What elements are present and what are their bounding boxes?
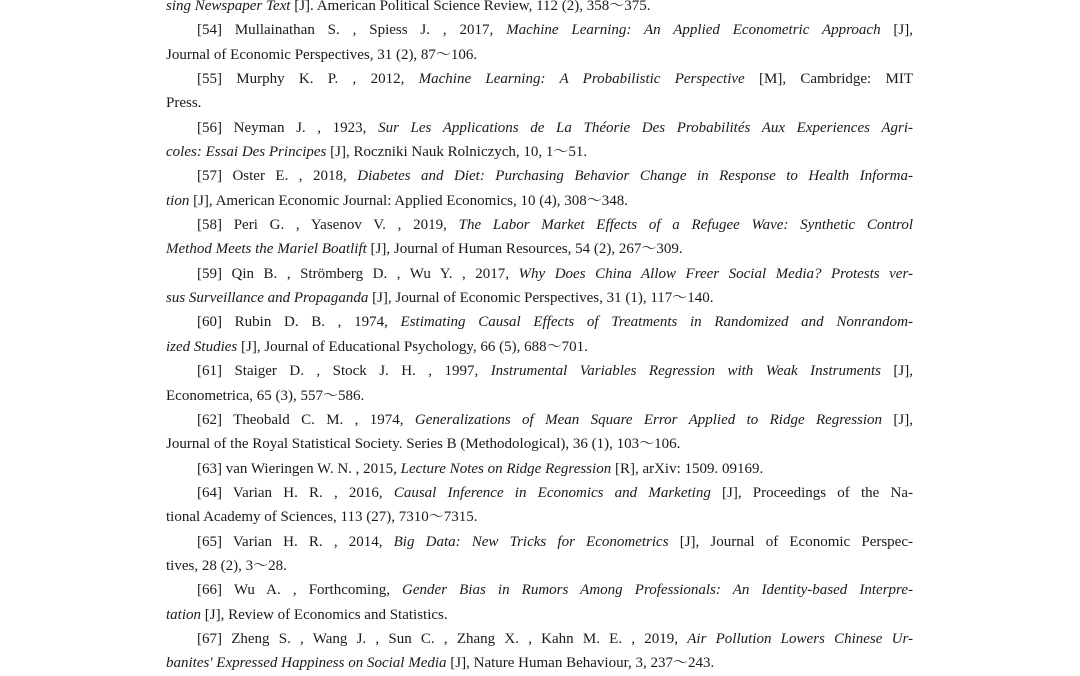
reference-text: [J], Journal of Economic Perspec- bbox=[668, 533, 913, 550]
reference-text: [M], Cambridge: MIT bbox=[744, 71, 913, 88]
reference-text: [66] Wu A. , Forthcoming, bbox=[197, 582, 403, 599]
reference-text: [55] Murphy K. P. , 2012, bbox=[197, 71, 419, 88]
reference-text: tives, 28 (2), 3～28. bbox=[166, 557, 287, 574]
reference-text: [J], bbox=[882, 411, 913, 428]
reference-entry bbox=[166, 310, 913, 359]
reference-line bbox=[166, 91, 913, 115]
reference-text: [J], American Economic Journal: Applied Economics, 10 (4), 308～348. bbox=[189, 192, 629, 209]
reference-title-text: Why Does China Allow Freer Social Media? Protests ver- bbox=[518, 265, 913, 282]
reference-title-text: Causal Inference in Economics and Marketing bbox=[393, 484, 711, 501]
reference-text: Press. bbox=[166, 95, 202, 112]
reference-title-text: Lecture Notes on Ridge Regression bbox=[400, 460, 612, 477]
reference-text: [58] Peri G. , Yasenov V. , 2019, bbox=[197, 217, 459, 234]
reference-title-text: Instrumental Variables Regression with Weak Instruments bbox=[490, 363, 881, 380]
reference-line bbox=[166, 505, 913, 529]
reference-text: [57] Oster E. , 2018, bbox=[197, 168, 358, 185]
reference-text: [J], Roczniki Nauk Rolniczych, 10, 1～51. bbox=[326, 144, 588, 161]
reference-line bbox=[166, 140, 913, 164]
reference-title-text: sus Surveillance and Propaganda bbox=[166, 290, 369, 307]
reference-text: [59] Qin B. , Strömberg D. , Wu Y. , 2017, bbox=[197, 265, 519, 282]
reference-entry bbox=[166, 0, 913, 18]
reference-line bbox=[166, 603, 913, 627]
reference-text: [65] Varian H. R. , 2014, bbox=[197, 533, 394, 550]
reference-entry bbox=[166, 481, 913, 530]
reference-line bbox=[166, 651, 913, 675]
reference-text: [67] Zheng S. , Wang J. , Sun C. , Zhang X. , Kahn M. E. , 2019, bbox=[197, 630, 688, 647]
reference-line bbox=[166, 116, 913, 140]
reference-entry bbox=[166, 408, 913, 457]
reference-line bbox=[166, 335, 913, 359]
reference-title-text: Big Data: New Tricks for Econometrics bbox=[393, 533, 669, 550]
reference-entry bbox=[166, 67, 913, 116]
reference-line bbox=[166, 384, 913, 408]
reference-entry bbox=[166, 530, 913, 579]
reference-line bbox=[166, 432, 913, 456]
reference-line bbox=[166, 262, 913, 286]
reference-text: [J], Nature Human Behaviour, 3, 237～243. bbox=[446, 655, 715, 672]
reference-line bbox=[166, 554, 913, 578]
reference-entry bbox=[166, 116, 913, 165]
reference-line bbox=[166, 67, 913, 91]
reference-title-text: Air Pollution Lowers Chinese Ur- bbox=[687, 630, 913, 647]
reference-entry bbox=[166, 18, 913, 67]
reference-text: tional Academy of Sciences, 113 (27), 7310～7315. bbox=[166, 509, 478, 526]
reference-line bbox=[166, 310, 913, 334]
reference-entry bbox=[166, 627, 913, 676]
reference-text: [56] Neyman J. , 1923, bbox=[197, 119, 379, 136]
reference-entry bbox=[166, 262, 913, 311]
reference-text: [62] Theobald C. M. , 1974, bbox=[197, 411, 415, 428]
reference-line bbox=[166, 164, 913, 188]
reference-line bbox=[166, 18, 913, 42]
reference-text: [54] Mullainathan S. , Spiess J. , 2017, bbox=[197, 22, 507, 39]
reference-title-text: Sur Les Applications de La Théorie Des Probabilités Aux Experiences Agri- bbox=[378, 119, 913, 136]
reference-title-text: tation bbox=[166, 606, 202, 623]
reference-title-text: The Labor Market Effects of a Refugee Wave: Synthetic Control bbox=[458, 217, 913, 234]
reference-text: [J], Journal of Economic Perspectives, 31 (1), 117～140. bbox=[368, 290, 714, 307]
reference-text: [60] Rubin D. B. , 1974, bbox=[197, 314, 401, 331]
reference-title-text: Method Meets the Mariel Boatlift bbox=[166, 241, 367, 258]
reference-entry bbox=[166, 164, 913, 213]
reference-title-text: Generalizations of Mean Square Error Applied to Ridge Regression bbox=[414, 411, 883, 428]
reference-text: [J], Proceedings of the Na- bbox=[710, 484, 913, 501]
reference-title-text: coles: Essai Des Principes bbox=[166, 144, 327, 161]
reference-title-text: Machine Learning: An Applied Econometric Approach bbox=[506, 22, 881, 39]
reference-title-text: banites' Expressed Happiness on Social Media bbox=[166, 655, 447, 672]
reference-line bbox=[166, 43, 913, 67]
reference-line bbox=[166, 286, 913, 310]
reference-title-text: Estimating Causal Effects of Treatments in Randomized and Nonrandom- bbox=[400, 314, 914, 331]
reference-text: Journal of Economic Perspectives, 31 (2), 87～106. bbox=[166, 46, 478, 63]
reference-text: [J], Review of Economics and Statistics. bbox=[201, 606, 448, 623]
reference-list bbox=[166, 0, 913, 676]
reference-text: Econometrica, 65 (3), 557～586. bbox=[166, 387, 365, 404]
reference-title-text: Machine Learning: A Probabilistic Perspective bbox=[418, 71, 745, 88]
reference-line bbox=[166, 627, 913, 651]
reference-entry bbox=[166, 457, 913, 481]
reference-text: [63] van Wieringen W. N. , 2015, bbox=[197, 460, 401, 477]
reference-entry bbox=[166, 359, 913, 408]
reference-entry bbox=[166, 213, 913, 262]
reference-text: [J], bbox=[880, 22, 914, 39]
reference-text: [R], arXiv: 1509. 09169. bbox=[611, 460, 764, 477]
reference-entry bbox=[166, 578, 913, 627]
reference-text: [64] Varian H. R. , 2016, bbox=[197, 484, 394, 501]
reference-line bbox=[166, 359, 913, 383]
reference-line bbox=[166, 189, 913, 213]
reference-text: [J], Journal of Educational Psychology, 66 (5), 688～701. bbox=[237, 338, 588, 355]
reference-line bbox=[166, 530, 913, 554]
reference-text: [J]. American Political Science Review, 112 (2), 358～375. bbox=[290, 0, 651, 14]
reference-title-text: ized Studies bbox=[166, 338, 238, 355]
reference-text: [61] Staiger D. , Stock J. H. , 1997, bbox=[197, 363, 491, 380]
reference-line bbox=[166, 457, 913, 481]
reference-line bbox=[166, 578, 913, 602]
reference-line bbox=[166, 237, 913, 261]
reference-text: Journal of the Royal Statistical Society. Series B (Methodological), 36 (1), 103～106. bbox=[166, 436, 681, 453]
reference-text: [J], Journal of Human Resources, 54 (2), 267～309. bbox=[366, 241, 683, 258]
reference-title-text: tion bbox=[166, 192, 190, 209]
reference-line bbox=[166, 481, 913, 505]
reference-title-text: sing Newspaper Text bbox=[166, 0, 291, 14]
reference-line bbox=[166, 213, 913, 237]
reference-line bbox=[166, 408, 913, 432]
reference-title-text: Diabetes and Diet: Purchasing Behavior Change in Response to Health Informa- bbox=[357, 168, 913, 185]
reference-text: [J], bbox=[880, 363, 913, 380]
reference-title-text: Gender Bias in Rumors Among Professionals: An Identity-based Interpre- bbox=[402, 582, 913, 599]
reference-line bbox=[166, 0, 913, 18]
